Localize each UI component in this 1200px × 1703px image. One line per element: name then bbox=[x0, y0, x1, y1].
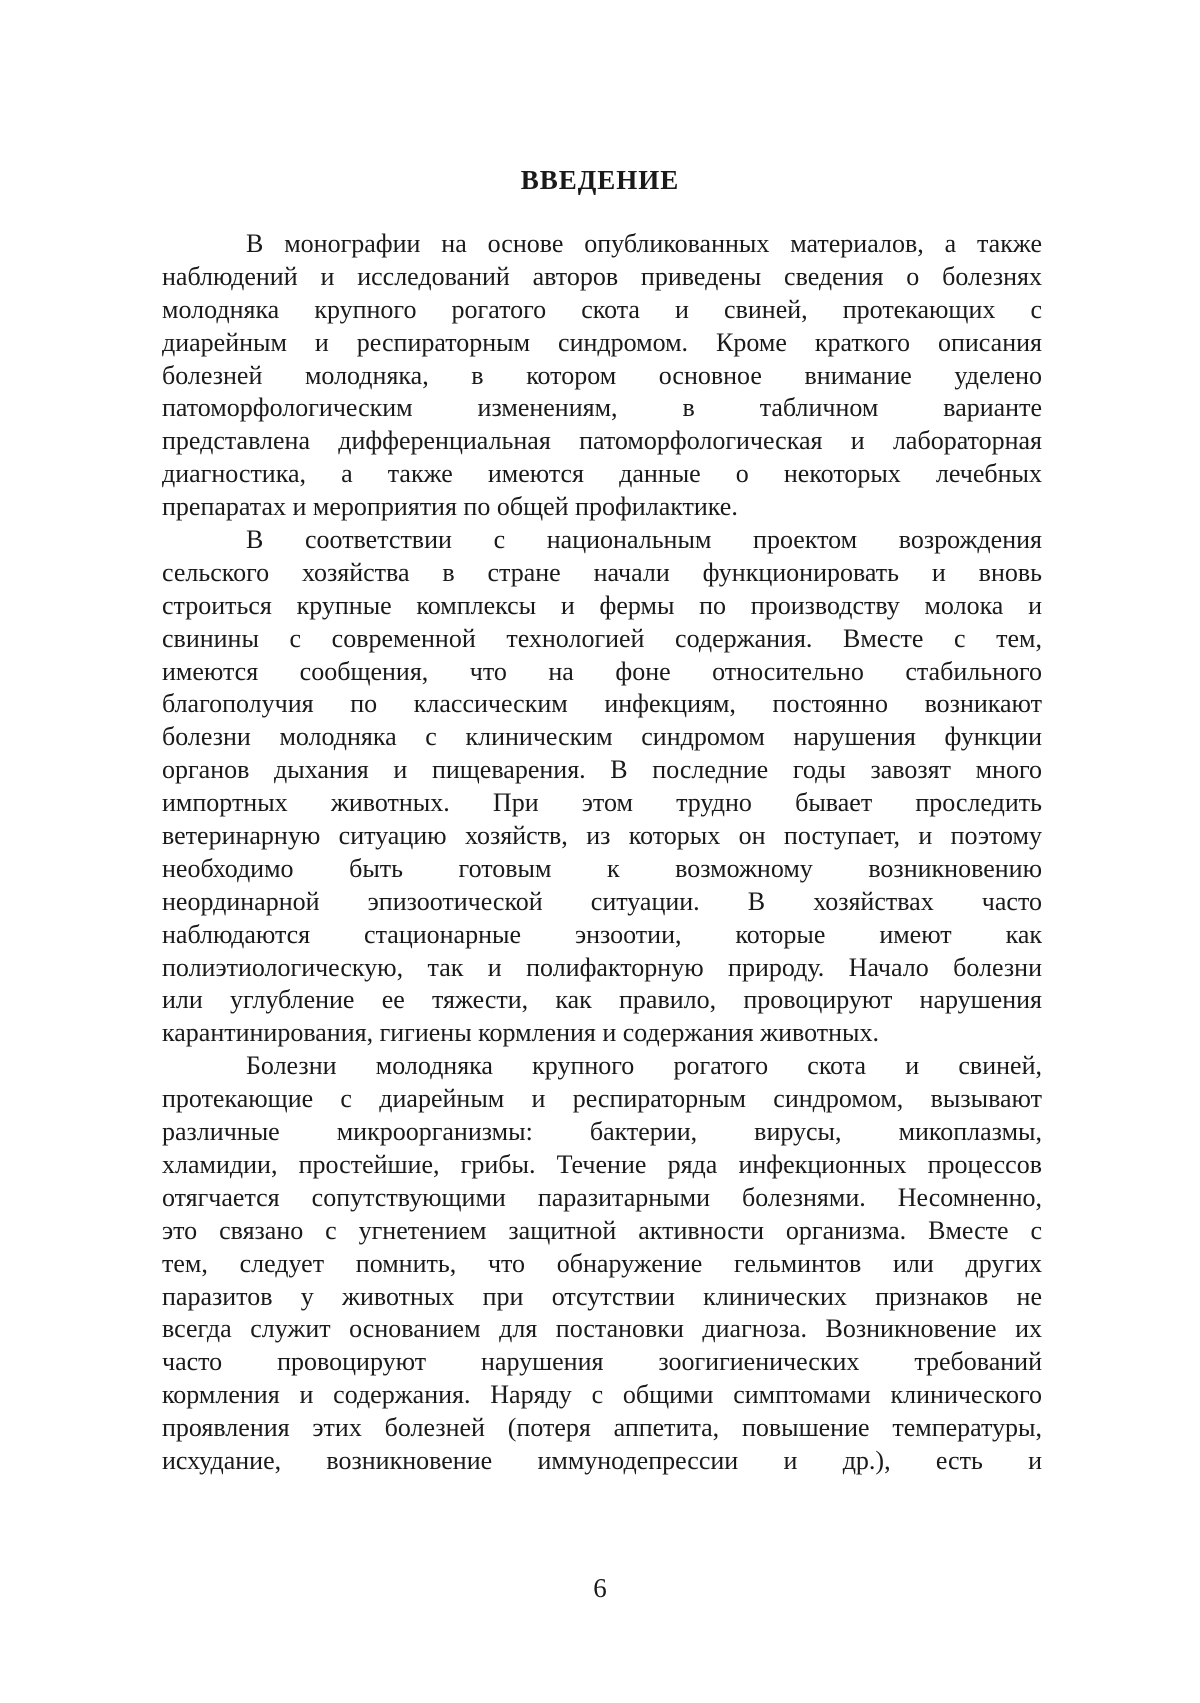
text-line: наблюдаются стационарные энзоотии, которые имеют как bbox=[162, 919, 1042, 949]
text-line: отягчается сопутствующими паразитарными болезнями. Несомненно, bbox=[162, 1182, 1042, 1212]
text-line: различные микроорганизмы: бактерии, вирусы, микоплазмы, bbox=[162, 1117, 1042, 1147]
text-line: патоморфологическим изменениям, в табличном варианте bbox=[162, 393, 1042, 423]
text-line: строиться крупные комплексы и фермы по производству молока и bbox=[162, 590, 1042, 620]
page-title: ВВЕДЕНИЕ bbox=[520, 165, 680, 195]
text-line: наблюдений и исследований авторов приведены сведения о болезнях bbox=[162, 261, 1042, 291]
text-line: или углубление ее тяжести, как правило, провоцируют нарушения bbox=[162, 985, 1042, 1015]
text-line: свинины с современной технологией содержания. Вместе с тем, bbox=[162, 623, 1042, 653]
text-line: карантинирования, гигиены кормления и содержания животных. bbox=[162, 1018, 879, 1048]
text-line: это связано с угнетением защитной активности организма. Вместе с bbox=[162, 1215, 1042, 1245]
text-line: диагностика, а также имеются данные о некоторых лечебных bbox=[162, 459, 1042, 489]
paragraph bbox=[162, 524, 1042, 1050]
text-line: тем, следует помнить, что обнаружение гельминтов или других bbox=[162, 1248, 1042, 1278]
text-line: кормления и содержания. Наряду с общими симптомами клинического bbox=[162, 1380, 1042, 1410]
text-line: диарейным и респираторным синдромом. Кроме краткого описания bbox=[162, 327, 1042, 357]
text-line: всегда служит основанием для постановки диагноза. Возникновение их bbox=[162, 1314, 1042, 1344]
text-line: исхудание, возникновение иммунодепрессии и др.), есть и bbox=[162, 1445, 1042, 1475]
text-line: молодняка крупного рогатого скота и свиней, протекающих с bbox=[162, 294, 1042, 324]
text-line: полиэтиологическую, так и полифакторную природу. Начало болезни bbox=[162, 952, 1042, 982]
text-line: сельского хозяйства в стране начали функционировать и вновь bbox=[162, 557, 1042, 587]
text-line: болезней молодняка, в котором основное внимание уделено bbox=[162, 360, 1042, 390]
text-line: проявления этих болезней (потеря аппетита, повышение температуры, bbox=[162, 1413, 1042, 1443]
text-line: ветеринарную ситуацию хозяйств, из которых он поступает, и поэтому bbox=[162, 821, 1042, 851]
body-text bbox=[162, 228, 1042, 1478]
text-line: препаратах и мероприятия по общей профилактике. bbox=[162, 492, 738, 522]
text-line: органов дыхания и пищеварения. В последние годы завозят много bbox=[162, 755, 1042, 785]
text-line: имеются сообщения, что на фоне относительно стабильного bbox=[162, 656, 1042, 686]
page-number: 6 bbox=[593, 1573, 607, 1603]
text-line: представлена дифференциальная патоморфологическая и лабораторная bbox=[162, 426, 1042, 456]
text-line: болезни молодняка с клиническим синдромом нарушения функции bbox=[162, 722, 1042, 752]
text-line: неординарной эпизоотической ситуации. В хозяйствах часто bbox=[162, 886, 1042, 916]
text-line: паразитов у животных при отсутствии клинических признаков не bbox=[162, 1281, 1042, 1311]
paragraph bbox=[162, 1050, 1042, 1478]
text-line: благополучия по классическим инфекциям, постоянно возникают bbox=[162, 689, 1042, 719]
text-line: В соответствии с национальным проектом возрождения bbox=[246, 525, 1042, 555]
text-line: В монографии на основе опубликованных материалов, а также bbox=[246, 229, 1042, 258]
text-line: Болезни молодняка крупного рогатого скота и свиней, bbox=[246, 1051, 1042, 1081]
paragraph bbox=[162, 228, 1042, 524]
text-line: протекающие с диарейным и респираторным синдромом, вызывают bbox=[162, 1084, 1042, 1114]
text-line: часто провоцируют нарушения зоогигиенических требований bbox=[162, 1347, 1042, 1377]
text-line: импортных животных. При этом трудно бывает проследить bbox=[162, 788, 1042, 818]
text-line: необходимо быть готовым к возможному возникновению bbox=[162, 853, 1042, 883]
text-line: хламидии, простейшие, грибы. Течение ряда инфекционных процессов bbox=[162, 1149, 1042, 1179]
